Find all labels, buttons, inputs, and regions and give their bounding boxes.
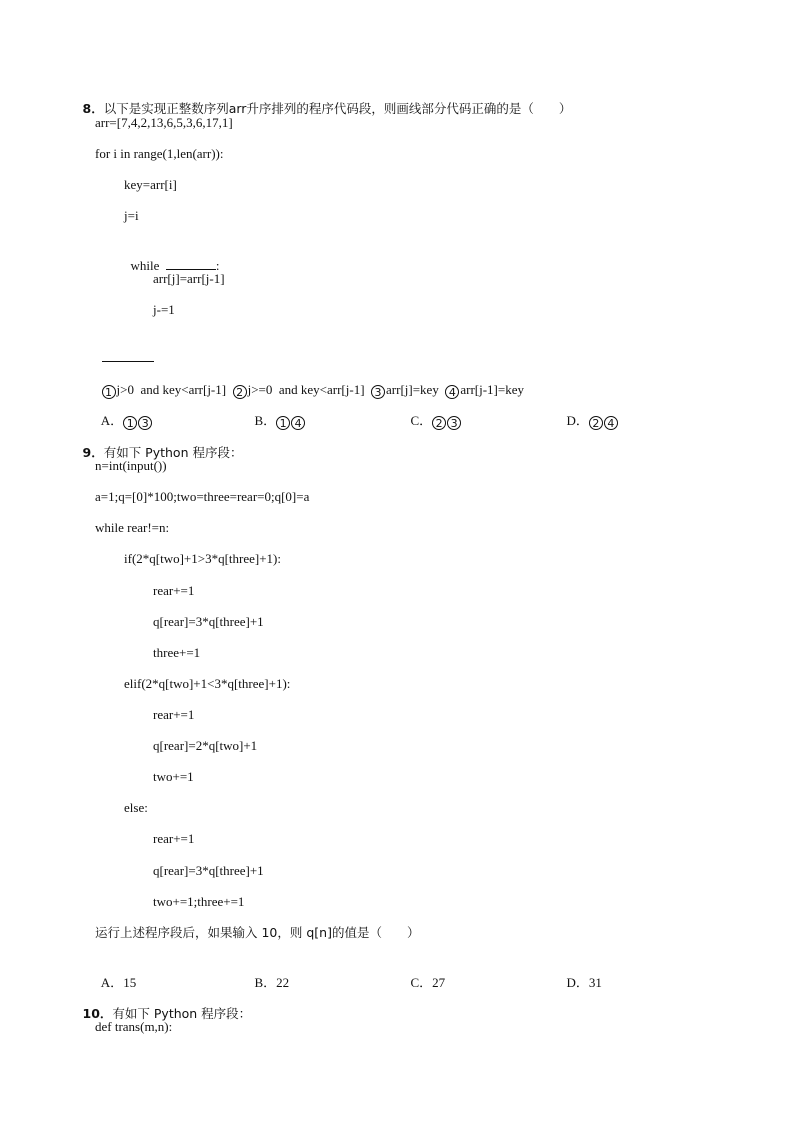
code-line: else:: [124, 800, 148, 815]
question-stem: 以下是实现正整数序列arr升序排列的程序代码段，则画线部分代码正确的是（ ）: [103, 101, 572, 116]
code-line: q[rear]=2*q[two]+1: [153, 738, 258, 753]
circled-number: 1: [123, 416, 137, 430]
code-keyword: while: [130, 258, 160, 273]
option-label: B．: [254, 975, 277, 990]
code-line: key=arr[i]: [124, 177, 177, 192]
code-line: arr=[7,4,2,13,6,5,3,6,17,1]: [95, 115, 233, 130]
question-number: 9．: [82, 445, 104, 460]
circled-number: 4: [604, 416, 618, 430]
q8-stem-line: [76, 82, 571, 118]
code-line: two+=1;three+=1: [153, 894, 245, 909]
option-value: 15: [123, 975, 137, 990]
code-line: for i in range(1,len(arr)):: [95, 146, 224, 161]
code-line: arr[j]=arr[j-1]: [153, 271, 225, 286]
option-c[interactable]: [404, 394, 462, 430]
circled-number: 1: [276, 416, 290, 430]
code-line: n=int(input()): [95, 458, 167, 473]
circled-number: 2: [233, 385, 247, 399]
circled-number: 2: [589, 416, 603, 430]
code-line: a=1;q=[0]*100;two=three=rear=0;q[0]=a: [95, 489, 310, 504]
circled-number: 4: [291, 416, 305, 430]
option-value: 27: [432, 975, 446, 990]
choice-text: arr[j-1]=key: [460, 382, 524, 397]
code-line: while rear!=n:: [95, 520, 170, 535]
option-label: B．: [254, 413, 277, 428]
option-d[interactable]: [560, 956, 602, 992]
code-line: q[rear]=3*q[three]+1: [153, 863, 264, 878]
circled-number: 1: [102, 385, 116, 399]
option-value: 22: [276, 975, 290, 990]
option-label: A．: [100, 413, 124, 428]
code-line: elif(2*q[two]+1<3*q[three]+1):: [124, 676, 291, 691]
option-value: 31: [588, 975, 602, 990]
option-label: D．: [566, 975, 589, 990]
code-line: def trans(m,n):: [95, 1019, 173, 1034]
circled-number: 3: [138, 416, 152, 430]
question-stem: 有如下 Python 程序段：: [112, 1006, 252, 1021]
option-label: C．: [410, 413, 433, 428]
code-colon: :: [215, 258, 220, 273]
circled-number: 2: [432, 416, 446, 430]
q9-question: 运行上述程序段后，如果输入 10，则 q[n]的值是（ ）: [95, 925, 420, 940]
code-line: rear+=1: [153, 707, 195, 722]
code-line: q[rear]=3*q[three]+1: [153, 614, 264, 629]
code-line: rear+=1: [153, 831, 195, 846]
code-line: j-=1: [153, 302, 175, 317]
code-line: three+=1: [153, 645, 201, 660]
code-line: rear+=1: [153, 583, 195, 598]
option-label: A．: [100, 975, 124, 990]
circled-number: 3: [371, 385, 385, 399]
code-line: two+=1: [153, 769, 194, 784]
choice-text: j>0 and key<arr[j-1]: [116, 382, 227, 397]
fill-blank: [166, 256, 216, 270]
fill-blank: [102, 348, 154, 362]
option-a[interactable]: [95, 394, 153, 430]
code-line: j=i: [124, 208, 139, 223]
option-b[interactable]: [248, 394, 306, 430]
question-number: 10．: [82, 1006, 113, 1021]
choice-text: arr[j]=key: [386, 382, 439, 397]
code-line: if(2*q[two]+1>3*q[three]+1):: [124, 551, 282, 566]
circled-number: 3: [447, 416, 461, 430]
option-label: D．: [566, 413, 589, 428]
question-stem: 有如下 Python 程序段：: [103, 445, 243, 460]
option-d[interactable]: [560, 394, 619, 430]
blank-line: [95, 330, 154, 367]
question-number: 8．: [82, 101, 104, 116]
option-c[interactable]: [404, 956, 445, 992]
circled-number: 4: [445, 385, 459, 399]
choice-text: j>=0 and key<arr[j-1]: [247, 382, 365, 397]
option-b[interactable]: [248, 956, 289, 992]
option-label: C．: [410, 975, 433, 990]
